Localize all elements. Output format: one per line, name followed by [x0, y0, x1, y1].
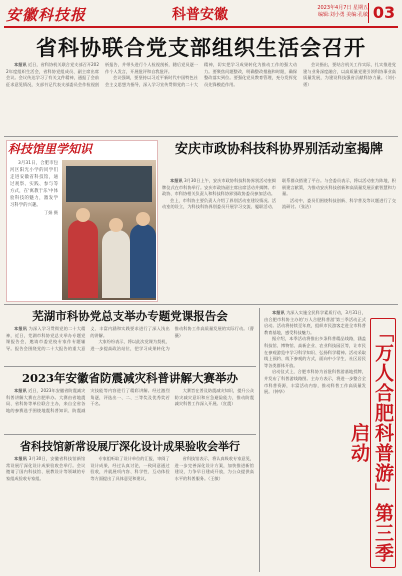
lead-paragraph: 会议指出，要结合机关工作实际，扎实推进党建与业务深度融合，以高质量党建引领科协事业高质量发展，为建设科技强省贡献科协力量。（刘小勇） [303, 62, 396, 87]
date-block [268, 5, 368, 27]
vertical-story-body: 本报讯 为深入实施全民科学素质行动，3月31日，由合肥市科协主办的'万人合肥科普游'第三季活动正式启动。活动将持续至年底，组织市民游客走进全市科普教育基地，感受科技魅力。 据介绍，本季活动将推出多条科普精品线路，涵盖科技馆、博物馆、高新企业、农业科技园区等，让市民在参观游览中学习科学知识、弘扬科学精神。活动采取线上预约、线下参观的方式，面向中小学生、社区居民等各类群体开放。 启动仪式上，合肥市科协为首批科普游基地授牌，并发布了科普游线路图。主办方表示，将进一步整合全市科普资源，丰富活动内容，推动科普工作高质量发展。（钟华） [264, 310, 366, 395]
anqing-body: 本报讯 3月30日上午，安庆市政协科技科协界别活动室揭牌仪式在市科协举行。安庆市政协副主席出席活动并揭牌。市政协、市科协相关负责人和科技科协界别政协委员参加活动。 会上，市科协主要负责人介绍了界别活动室建设情况。活动室的设立，为科技科协界别委员开展学习交流、履职活动、联系群众搭建了平台。与会委员表示，将以活动室为阵地，积极建言献策，为推动安庆科技创新和高质量发展贡献智慧和力量。 活动中，委员们围绕科技创新、科学普及等议题进行了交流研讨。（张洁） [162, 178, 396, 210]
feature-title: 科技馆里学知识 [8, 142, 93, 156]
lead-headline: 省科协联合党支部组织生活会召开 [36, 35, 366, 60]
design-body: 本报讯 3月30日，安徽省科技馆新馆常设展厅深化设计成果验收会举行。会议邀请了国内科技馆、展教设计等领域的专家组成验收专家组。 专家组听取了设计单位的汇报，审阅了设计成果，经过认真讨论，一致同意通过验收，并就展项内容、科学性、互动体验等方面提出了具体意见和建议。 省科技馆表示，将认真吸收专家意见，进一步完善深化设计方案，加快推进新馆建设，力争早日建成开放，为公众提供高水平的科普服务。（王敏） [6, 456, 254, 481]
photo-child [130, 224, 156, 298]
vertical-headline: 「万人合肥科普游」第三季启动 [370, 318, 396, 568]
issue-date: 2023年4月7日 星期五 [317, 5, 368, 11]
lead-paragraph: 本报讯 近日，省科协机关联合党支部召开2022年度组织生活会，省科协党组成员、副主席出席会议。会议传达学习了有关文件精神，通报了会前征求意见情况，支部书记代表支部委员会作检视剖析报告，并带头进行个人检视剖析，随后党员逐一作个人发言，开展批评和自我批评。 [6, 62, 198, 87]
page-number: 03 [368, 3, 399, 23]
section-divider [4, 366, 256, 367]
quake-byline: 本报讯 [14, 388, 27, 393]
photo-exhibit-board [66, 166, 152, 202]
editor-line: 编辑:刘小勇 美编:孔敏 [318, 12, 368, 18]
lead-body [6, 62, 396, 134]
section-divider [4, 434, 256, 435]
design-byline: 本报讯 [14, 456, 28, 461]
column-divider [259, 308, 260, 572]
photo-child-face [109, 218, 123, 232]
masthead-rule [4, 26, 398, 28]
lead-byline: 本报讯 [14, 62, 27, 67]
anqing-byline: 本报讯 [170, 178, 183, 183]
lead-paragraph: 会议强调，要坚持以习近平新时代中国特色社会主义思想为指导，深入学习宣传贯彻党的二十大精神，切实把学习成果转化为推动工作的强大动力。要聚焦问题整改，明确整改措施和时限，确保整改落实到位。要强化党员教育管理，充分发挥党员先锋模范作用。 [105, 62, 297, 87]
vertical-byline: 本报讯 [272, 310, 285, 315]
photo-child [102, 230, 130, 298]
design-headline: 省科技馆新常设展厅深化设计成果验收会举行 [20, 440, 240, 453]
feature-credit: 丁娟 摄 [44, 210, 58, 215]
anqing-headline: 安庆市政协科技科协界别活动室揭牌 [174, 142, 383, 157]
museum-photo [62, 160, 156, 300]
section-divider [4, 304, 398, 305]
photo-child-face [76, 208, 90, 222]
newspaper-logo: 安徽科技报 [6, 6, 87, 24]
wuhu-headline: 芜湖市科协党总支举办专题党课报告会 [32, 309, 228, 323]
quake-body: 本报讯 近日，2023年安徽省防震减灾科普讲解大赛在合肥举办。大赛由省地震局、省科协等单位联合主办，来自全省各地的参赛选手围绕地震科普知识、防震减灾技能等内容进行了精彩讲解。经过激烈角逐，评选出一、二、三等奖及优秀奖若干名。 大赛旨在普及防震减灾知识，提升公众防灾减灾意识和应急避险能力，推动防震减灾科普工作深入开展。（宣震） [6, 388, 254, 413]
photo-child-face [136, 212, 150, 226]
section-title: 科普安徽 [172, 7, 228, 23]
section-divider [4, 136, 398, 137]
feature-caption: 3月31日，合肥市包河区阳光小学的同学们走进安徽省科技馆，通过观察、实践、参与等方式，在'寓教于乐'中体验科技的魅力，激发学习科学的兴趣。 丁娟 摄 [10, 161, 58, 215]
wuhu-byline: 本报讯 [14, 326, 28, 331]
photo-child [68, 220, 98, 298]
wuhu-body: 本报讯 为深入学习贯彻党的二十大精神，近日，芜湖市科协党总支举办专题党课报告会，邀请市委党校专家作专题辅导。报告会围绕党的二十大报告的重大意义、丰富内涵和实践要求进行了深入浅出的讲解。 大家纷纷表示，将以此次党课为契机，进一步提高政治站位，把学习成果转化为推动科协工作高质量发展的实际行动。（曹薇） [6, 326, 254, 351]
quake-headline: 2023年安徽省防震减灾科普讲解大赛举办 [21, 371, 238, 385]
